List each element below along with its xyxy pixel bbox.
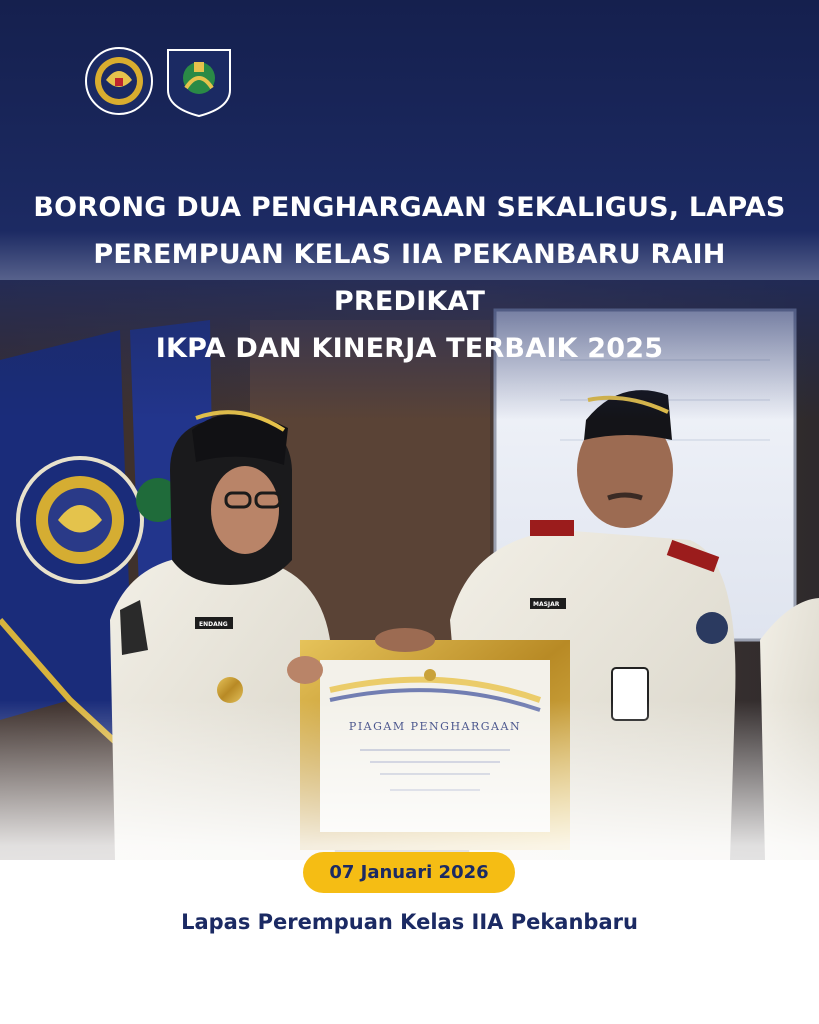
headline-line-1: BORONG DUA PENGHARGAAN SEKALIGUS, LAPAS: [33, 192, 786, 223]
name-tag-left: ENDANG: [199, 621, 228, 628]
pemasyarakatan-shield-logo: [164, 44, 234, 118]
date-badge: 07 Januari 2026: [303, 852, 515, 893]
headline-line-2: PEREMPUAN KELAS IIA PEKANBARU RAIH PREDIKAT: [93, 239, 726, 317]
organization-name: Lapas Perempuan Kelas IIA Pekanbaru: [181, 910, 638, 934]
headline-line-3: IKPA DAN KINERJA TERBAIK 2025: [155, 333, 664, 364]
header-logos: [84, 44, 234, 118]
headline: [30, 184, 789, 372]
name-tag-right: MASJAR: [533, 601, 560, 608]
garuda-emblem-logo: [84, 44, 154, 118]
